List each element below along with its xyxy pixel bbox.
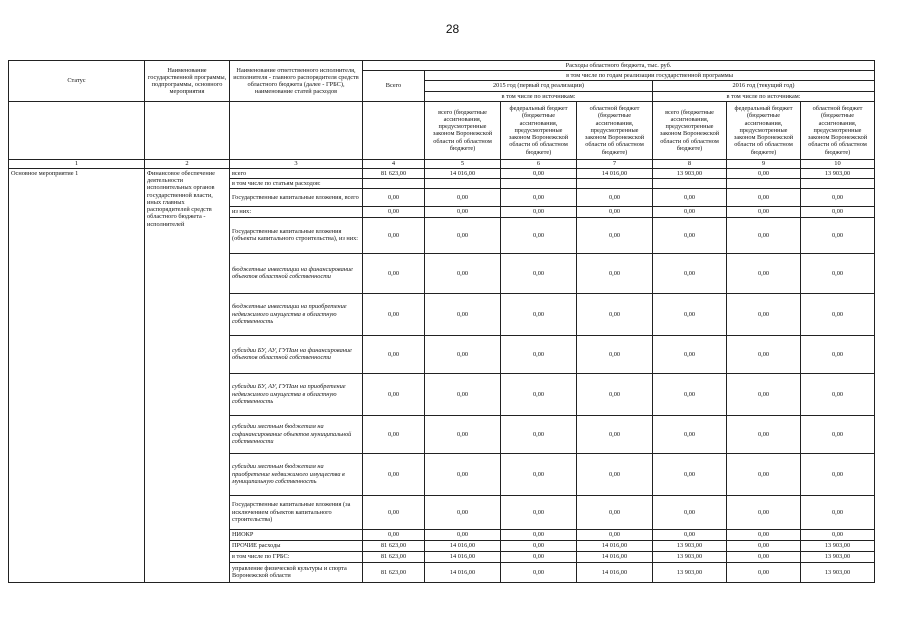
status-cell: Основное мероприятие 1 — [9, 168, 145, 582]
header-expenses: Расходы областного бюджета, тыс. руб. — [363, 61, 875, 71]
value-cell: 0,00 — [501, 217, 577, 253]
value-cell: 0,00 — [501, 540, 577, 551]
row-label: НИОКР — [230, 529, 363, 540]
value-cell: 0,00 — [653, 217, 727, 253]
value-cell: 0,00 — [653, 529, 727, 540]
value-cell: 0,00 — [577, 217, 653, 253]
value-cell: 0,00 — [501, 529, 577, 540]
value-cell: 0,00 — [801, 415, 875, 453]
value-cell: 0,00 — [801, 495, 875, 529]
empty-cell — [501, 179, 577, 189]
table-row — [9, 168, 875, 178]
value-cell: 0,00 — [801, 253, 875, 293]
value-cell: 0,00 — [653, 189, 727, 207]
value-cell: 0,00 — [425, 373, 501, 415]
row-label: ПРОЧИЕ расходы — [230, 540, 363, 551]
value-cell: 14 016,00 — [577, 540, 653, 551]
value-cell: 0,00 — [363, 253, 425, 293]
value-cell: 0,00 — [727, 217, 801, 253]
value-cell: 81 623,00 — [363, 551, 425, 562]
column-number: 8 — [653, 159, 727, 168]
value-cell: 0,00 — [425, 253, 501, 293]
value-cell: 0,00 — [577, 189, 653, 207]
value-cell: 0,00 — [727, 253, 801, 293]
value-cell: 81 623,00 — [363, 562, 425, 582]
value-cell: 0,00 — [727, 415, 801, 453]
value-cell: 0,00 — [727, 495, 801, 529]
value-cell: 0,00 — [801, 189, 875, 207]
value-cell: 0,00 — [425, 217, 501, 253]
value-cell: 0,00 — [425, 335, 501, 373]
value-cell: 0,00 — [653, 335, 727, 373]
value-cell: 0,00 — [501, 293, 577, 335]
value-cell: 0,00 — [801, 373, 875, 415]
value-cell: 81 623,00 — [363, 540, 425, 551]
header-year-2015: 2015 год (первый год реализации) — [425, 81, 653, 91]
value-cell: 0,00 — [363, 217, 425, 253]
row-label: бюджетные инвестиции на финансирование объектов областной собственности — [230, 253, 363, 293]
value-cell: 0,00 — [727, 293, 801, 335]
row-label: из них: — [230, 207, 363, 217]
column-number: 1 — [9, 159, 145, 168]
value-cell: 0,00 — [501, 335, 577, 373]
value-cell: 0,00 — [727, 373, 801, 415]
value-cell: 0,00 — [363, 495, 425, 529]
page-number: 28 — [445, 22, 460, 36]
row-label: Государственные капитальные вложения (объекты капитального строительства), из них: — [230, 217, 363, 253]
column-number-row — [9, 159, 875, 168]
value-cell: 0,00 — [727, 551, 801, 562]
header-status: Статус — [9, 61, 145, 102]
value-cell: 14 016,00 — [577, 551, 653, 562]
row-label: Государственные капитальные вложения (за исключением объектов капитального строительства) — [230, 495, 363, 529]
value-cell: 0,00 — [727, 189, 801, 207]
header-src-federal-2015: федеральный бюджет (бюджетные ассигнования, предусмотренные законом Воронежской области об областном бюджете) — [501, 101, 577, 159]
value-cell: 0,00 — [653, 253, 727, 293]
header-src-total-2015: всего (бюджетные ассигнования, предусмотренные законом Воронежской области об областном бюджете) — [425, 101, 501, 159]
value-cell: 0,00 — [363, 189, 425, 207]
column-number: 9 — [727, 159, 801, 168]
value-cell: 13 903,00 — [653, 562, 727, 582]
value-cell: 0,00 — [501, 207, 577, 217]
header-src-regional-2016: областной бюджет (бюджетные ассигнования, предусмотренные законом Воронежской области об областном бюджете) — [801, 101, 875, 159]
value-cell: 0,00 — [653, 453, 727, 495]
empty-cell — [653, 179, 727, 189]
row-label: всего — [230, 168, 363, 178]
header-total: Всего — [363, 71, 425, 102]
value-cell: 0,00 — [577, 415, 653, 453]
column-number: 5 — [425, 159, 501, 168]
column-number: 10 — [801, 159, 875, 168]
row-label: субсидии местным бюджетам на приобретение недвижимого имущества в муниципальную собственность — [230, 453, 363, 495]
value-cell: 0,00 — [801, 207, 875, 217]
value-cell: 0,00 — [501, 495, 577, 529]
value-cell: 0,00 — [577, 253, 653, 293]
value-cell: 0,00 — [727, 207, 801, 217]
column-number: 2 — [145, 159, 230, 168]
value-cell: 0,00 — [801, 529, 875, 540]
value-cell: 0,00 — [425, 529, 501, 540]
row-label: субсидии БУ, АУ, ГУПам на финансирование объектов областной собственности — [230, 335, 363, 373]
empty-cell — [425, 179, 501, 189]
value-cell: 0,00 — [425, 189, 501, 207]
value-cell: 0,00 — [501, 189, 577, 207]
value-cell: 0,00 — [425, 293, 501, 335]
value-cell: 14 016,00 — [425, 562, 501, 582]
empty-cell — [801, 179, 875, 189]
table-header — [9, 61, 875, 169]
table-body — [9, 168, 875, 582]
program-name-cell: Финансовое обеспечение деятельности исполнительных органов государственной власти, иных главных распорядителей средств областного бюджета - исполнителей — [145, 168, 230, 582]
header-src-federal-2016: федеральный бюджет (бюджетные ассигнования, предусмотренные законом Воронежской области об областном бюджете) — [727, 101, 801, 159]
column-number: 4 — [363, 159, 425, 168]
row-label: субсидии БУ, АУ, ГУПам на приобретение недвижимого имущества в областную собственность — [230, 373, 363, 415]
value-cell: 0,00 — [501, 551, 577, 562]
value-cell: 0,00 — [363, 415, 425, 453]
value-cell: 14 016,00 — [577, 168, 653, 178]
value-cell: 0,00 — [363, 207, 425, 217]
value-cell: 13 903,00 — [801, 551, 875, 562]
header-sources-2016: в том числе по источникам: — [653, 91, 875, 101]
header-sources-2015: в том числе по источникам: — [425, 91, 653, 101]
column-number: 3 — [230, 159, 363, 168]
value-cell: 0,00 — [801, 217, 875, 253]
value-cell: 0,00 — [363, 453, 425, 495]
value-cell: 13 903,00 — [801, 168, 875, 178]
value-cell: 0,00 — [425, 207, 501, 217]
value-cell: 14 016,00 — [577, 562, 653, 582]
value-cell: 0,00 — [501, 168, 577, 178]
value-cell: 0,00 — [501, 373, 577, 415]
value-cell: 14 016,00 — [425, 168, 501, 178]
value-cell: 0,00 — [501, 415, 577, 453]
value-cell: 0,00 — [653, 373, 727, 415]
value-cell: 0,00 — [801, 335, 875, 373]
row-label: управление физической культуры и спорта Воронежской области — [230, 562, 363, 582]
empty-cell — [727, 179, 801, 189]
value-cell: 0,00 — [577, 453, 653, 495]
row-label: бюджетные инвестиции на приобретение недвижимого имущества в областную собственность — [230, 293, 363, 335]
header-program-name: Наименование государственной программы, подпрограммы, основного мероприятия — [145, 61, 230, 102]
value-cell: 0,00 — [727, 540, 801, 551]
header-src-total-2016: всего (бюджетные ассигнования, предусмотренные законом Воронежской области об областном бюджете) — [653, 101, 727, 159]
value-cell: 0,00 — [577, 373, 653, 415]
value-cell: 0,00 — [577, 529, 653, 540]
value-cell: 13 903,00 — [653, 540, 727, 551]
value-cell: 0,00 — [363, 529, 425, 540]
value-cell: 0,00 — [363, 373, 425, 415]
value-cell: 0,00 — [363, 293, 425, 335]
value-cell: 0,00 — [501, 453, 577, 495]
value-cell: 0,00 — [653, 415, 727, 453]
value-cell: 0,00 — [653, 495, 727, 529]
value-cell: 0,00 — [425, 415, 501, 453]
row-label: в том числе по ГРБС: — [230, 551, 363, 562]
column-number: 7 — [577, 159, 653, 168]
row-label: Государственные капитальные вложения, всего — [230, 189, 363, 207]
value-cell: 0,00 — [501, 562, 577, 582]
value-cell: 0,00 — [577, 293, 653, 335]
value-cell: 0,00 — [425, 453, 501, 495]
value-cell: 14 016,00 — [425, 540, 501, 551]
value-cell: 0,00 — [801, 293, 875, 335]
value-cell: 13 903,00 — [653, 168, 727, 178]
column-number: 6 — [501, 159, 577, 168]
value-cell: 0,00 — [577, 207, 653, 217]
header-year-2016: 2016 год (текущий год) — [653, 81, 875, 91]
subheader-label: в том числе по статьям расходов: — [230, 179, 363, 189]
header-src-regional-2015: областной бюджет (бюджетные ассигнования, предусмотренные законом Воронежской области об областном бюджете) — [577, 101, 653, 159]
row-label: субсидии местным бюджетам на софинансирование объектов муниципальной собственности — [230, 415, 363, 453]
empty-cell — [577, 179, 653, 189]
value-cell: 0,00 — [653, 293, 727, 335]
value-cell: 13 903,00 — [801, 562, 875, 582]
header-executor: Наименование ответственного исполнителя, исполнителя - главного распорядителя средств областного бюджета (далее - ГРБС), наименование статей расходов — [230, 61, 363, 102]
value-cell: 81 623,00 — [363, 168, 425, 178]
value-cell: 0,00 — [727, 453, 801, 495]
value-cell: 14 016,00 — [425, 551, 501, 562]
value-cell: 0,00 — [801, 453, 875, 495]
value-cell: 0,00 — [727, 168, 801, 178]
value-cell: 0,00 — [577, 335, 653, 373]
value-cell: 0,00 — [727, 335, 801, 373]
value-cell: 0,00 — [425, 495, 501, 529]
value-cell: 13 903,00 — [801, 540, 875, 551]
value-cell: 0,00 — [577, 495, 653, 529]
header-by-years: в том числе по годам реализации государственной программы — [425, 71, 875, 81]
value-cell: 13 903,00 — [653, 551, 727, 562]
value-cell: 0,00 — [363, 335, 425, 373]
value-cell: 0,00 — [501, 253, 577, 293]
empty-cell — [363, 179, 425, 189]
value-cell: 0,00 — [727, 529, 801, 540]
value-cell: 0,00 — [653, 207, 727, 217]
value-cell: 0,00 — [727, 562, 801, 582]
budget-table — [8, 60, 875, 583]
